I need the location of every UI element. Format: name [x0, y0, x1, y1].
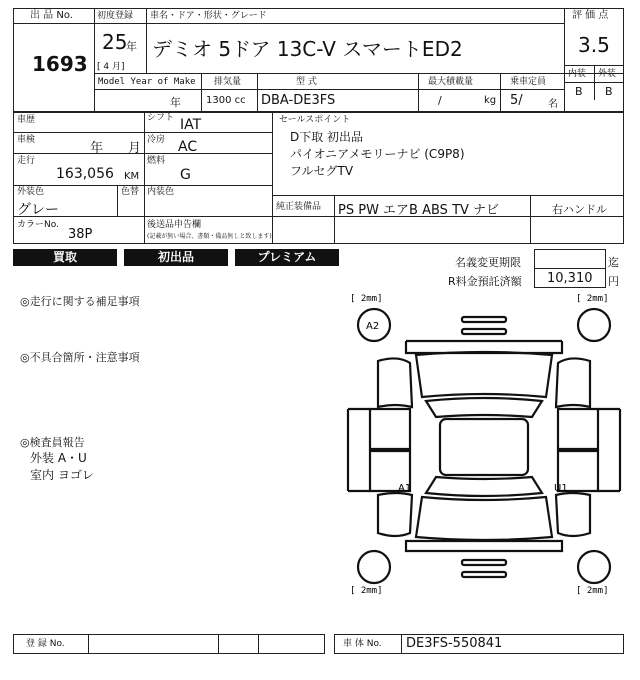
damage-mark-a1: A1 — [398, 483, 412, 494]
load-value: / — [438, 94, 442, 107]
fuel-label: 燃料 — [147, 156, 166, 166]
sales-point-3: フルセグTV — [290, 164, 354, 178]
running-notes-label: ◎走行に関する補足事項 — [20, 295, 140, 308]
inspector-line-2: 室内 ヨゴレ — [30, 468, 94, 482]
car-damage-diagram — [344, 289, 624, 614]
bar-purchase: 買取 — [13, 249, 117, 266]
exterior-label: 外装 — [598, 69, 617, 79]
tire-rear-right — [578, 551, 610, 583]
shift-value: IAT — [180, 117, 202, 133]
sales-label: セールスポイント — [279, 115, 351, 125]
color-no-value: 38P — [68, 227, 93, 242]
reg-month: [ 4 月] — [97, 62, 125, 72]
inspection-month-unit: 月 — [128, 141, 142, 156]
displacement-label: 排気量 — [214, 77, 242, 87]
load-label: 最大積載量 — [428, 77, 474, 87]
fuel-value: G — [180, 167, 191, 183]
car-name: デミオ 5ドア 13C-V スマートED2 — [152, 37, 463, 61]
inspector-line-1: 外装 A・U — [30, 451, 87, 465]
int-color-label: 内装色 — [147, 187, 175, 197]
reg-year-unit: 年 — [126, 40, 137, 53]
displacement: 1300 cc — [206, 95, 246, 106]
inspector-label: ◎検査員報告 — [20, 436, 85, 449]
capacity-label: 乗車定員 — [510, 77, 547, 87]
ext-color-value: グレー — [17, 202, 59, 218]
mileage-value: 163,056 — [56, 166, 114, 182]
postdoc-note: (記載が無い場合、書類・備品無しと致します) — [147, 233, 272, 240]
tire-front-right — [578, 309, 610, 341]
color-no-label: カラーNo. — [17, 220, 59, 230]
defects-label: ◎不具合箇所・注意事項 — [20, 351, 140, 364]
type-value: DBA-DE3FS — [261, 93, 336, 108]
tire-label-bl: [ 2mm] — [350, 586, 383, 596]
shift-label: シフト — [147, 113, 175, 123]
history-label: 車歴 — [17, 115, 36, 125]
repaint-label: 色替 — [121, 187, 140, 197]
recycle-value: 10,310 — [547, 271, 593, 286]
exterior-grade: B — [605, 85, 613, 98]
chassis-label: 車 体 No. — [343, 639, 382, 649]
name-change-unit: 迄 — [608, 256, 619, 269]
score-label: 評 価 点 — [572, 10, 609, 21]
lot-label: 出 品 No. — [30, 10, 73, 21]
mileage-label: 走行 — [17, 156, 36, 166]
damage-mark-u1: U1 — [554, 483, 568, 494]
steering: 右ハンドル — [552, 203, 607, 216]
damage-mark-a2: A2 — [366, 321, 380, 332]
sales-point-2: パイオニアメモリーナビ (C9P8) — [290, 147, 465, 161]
tire-label-br: [ 2mm] — [576, 586, 609, 596]
tire-label-tl: [ 2mm] — [350, 294, 383, 304]
model-year-unit: 年 — [170, 96, 181, 109]
equipment-value: PS PW エアB ABS TV ナビ — [338, 203, 500, 218]
postdoc-label: 後送品申告欄 — [147, 220, 202, 230]
bar-premium: プレミアム — [235, 249, 339, 266]
reg-no-label: 登 録 No. — [26, 639, 65, 649]
name-change-value — [534, 249, 606, 269]
equipment-label: 純正装備品 — [276, 202, 322, 212]
aircon-label: 冷房 — [147, 135, 166, 145]
model-year-label: Model Year of Make — [98, 77, 196, 87]
car-name-label: 車名・ドア・形状・グレード — [150, 11, 267, 21]
ext-color-label: 外装色 — [17, 187, 45, 197]
capacity-value: 5/ — [510, 93, 523, 108]
bar-first-listing: 初出品 — [124, 249, 228, 266]
tire-label-tr: [ 2mm] — [576, 294, 609, 304]
score: 3.5 — [578, 33, 610, 57]
reg-label: 初度登録 — [97, 11, 134, 21]
name-change-label: 名義変更期限 — [455, 256, 521, 269]
lot-number: 1693 — [32, 52, 88, 76]
tire-rear-left — [358, 551, 390, 583]
chassis-value: DE3FS-550841 — [406, 636, 503, 651]
aircon-value: AC — [178, 139, 198, 155]
recycle-label: R料金預託済額 — [448, 275, 522, 288]
capacity-unit: 名 — [548, 99, 558, 110]
inspection-label: 車検 — [17, 135, 36, 145]
sales-point-1: D下取 初出品 — [290, 130, 364, 144]
mileage-unit: KM — [124, 171, 140, 182]
type-label: 型 式 — [296, 77, 317, 87]
recycle-unit: 円 — [608, 275, 619, 288]
inspection-year-unit: 年 — [90, 141, 104, 156]
load-unit: kg — [484, 95, 497, 106]
interior-grade: B — [575, 85, 583, 98]
interior-label: 内装 — [568, 69, 587, 79]
reg-year: 25 — [102, 30, 128, 54]
